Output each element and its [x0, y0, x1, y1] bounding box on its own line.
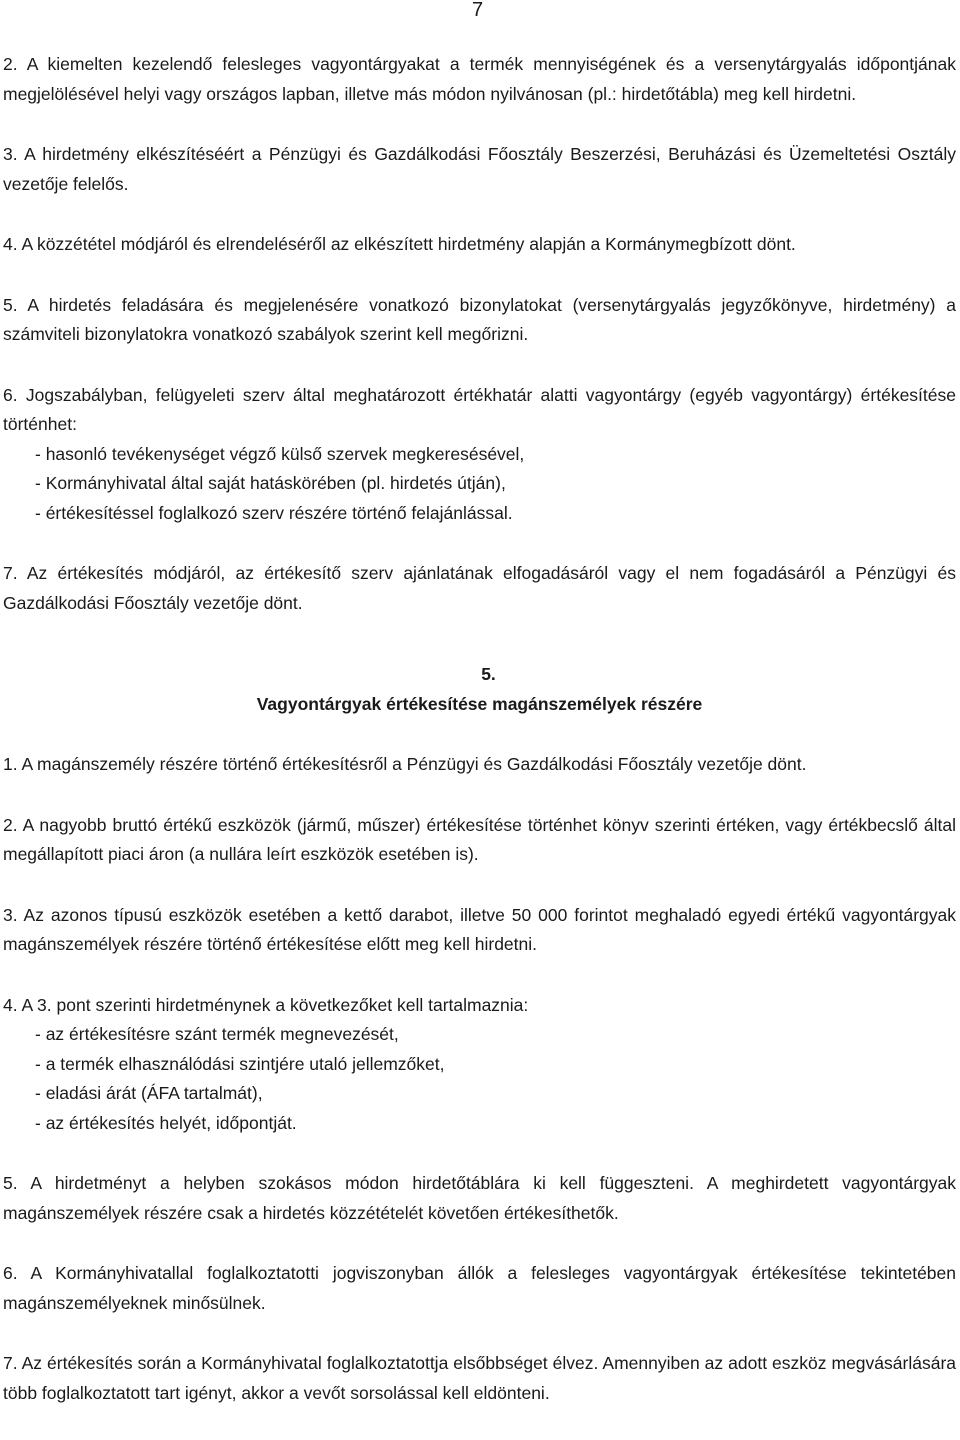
- list-item: - értékesítéssel foglalkozó szerv részére történő felajánlással.: [35, 502, 513, 523]
- section5-paragraph-5: 5. A hirdetményt a helyben szokásos módon hirdetőtáblára ki kell függeszteni. A meghirdetett vagyontárgyak magánszemélyek részére csak a hirdetés közzétételét követően értékesíthetők.: [3, 1173, 956, 1223]
- section-title: Vagyontárgyak értékesítése magánszemélyek részére: [256, 693, 703, 714]
- section-heading: [3, 660, 956, 719]
- section4-paragraph-5: 5. A hirdetés feladására és megjelenésére vonatkozó bizonylatokat (versenytárgyalás jegyzőkönyve, hirdetmény) a számviteli bizonylatokra vonatkozó szabályok szerint kell megőrizni.: [3, 294, 956, 344]
- section4-list-6: [3, 440, 956, 529]
- section5-paragraph-4: 4. A 3. pont szerinti hirdetménynek a következőket kell tartalmaznia:: [3, 994, 529, 1015]
- section5-paragraph-2: 2. A nagyobb bruttó értékű eszközök (jármű, műszer) értékesítése történhet könyv szerinti értéken, vagy értékbecslő által megállapított piaci áron (a nullára leírt eszközök esetében is).: [3, 814, 956, 864]
- page-number: 7: [472, 0, 484, 21]
- list-item: - Kormányhivatal által saját hatáskörében (pl. hirdetés útján),: [35, 473, 506, 493]
- section4-paragraph-7: 7. Az értékesítés módjáról, az értékesítő szerv ajánlatának elfogadásáról vagy el nem fogadásáról a Pénzügyi és Gazdálkodási Főosztály vezetője dönt.: [3, 563, 956, 613]
- document-body: [3, 50, 956, 1408]
- section5-paragraph-3: 3. Az azonos típusú eszközök esetében a kettő darabot, illetve 50 000 forintot meghaladó egyedi értékű vagyontárgyak magánszemélyek részére történő értékesítése előtt meg kell hirdetni.: [3, 904, 956, 954]
- list-item: - eladási árát (ÁFA tartalmát),: [35, 1083, 263, 1103]
- section5-paragraph-6: 6. A Kormányhivatallal foglalkoztatotti jogviszonyban állók a felesleges vagyontárgyak értékesítése tekintetében magánszemélyeknek minősülnek.: [3, 1263, 956, 1313]
- section5-list-4: [3, 1020, 956, 1138]
- section4-paragraph-3: 3. A hirdetmény elkészítéséért a Pénzügyi és Gazdálkodási Főosztály Beszerzési, Beruházási és Üzemeltetési Osztály vezetője felelős.: [3, 144, 956, 194]
- section4-paragraph-6: 6. Jogszabályban, felügyeleti szerv által meghatározott értékhatár alatti vagyontárgy (egyéb vagyontárgy) értékesítése történhet:: [3, 384, 956, 434]
- list-item: - a termék elhasználódási szintjére utaló jellemzőket,: [35, 1053, 445, 1074]
- section4-paragraph-4: 4. A közzététel módjáról és elrendeléséről az elkészített hirdetmény alapján a Kormánymegbízott dönt.: [3, 234, 796, 254]
- list-item: - hasonló tevékenységet végző külső szervek megkeresésével,: [35, 443, 525, 464]
- list-item: - az értékesítés helyét, időpontját.: [35, 1112, 297, 1133]
- section-number: 5.: [481, 664, 496, 684]
- section4-paragraph-2: 2. A kiemelten kezelendő felesleges vagyontárgyakat a termék mennyiségének és a versenytárgyalás időpontjának megjelölésével helyi vagy országos lapban, illetve más módon nyilvánosan (pl.: hirdetőtábla) meg kell hirdetni.: [3, 54, 956, 104]
- list-item: - az értékesítésre szánt termék megnevezését,: [35, 1024, 399, 1044]
- section5-paragraph-7: 7. Az értékesítés során a Kormányhivatal foglalkoztatottja elsőbbséget élvez. Amennyiben az adott eszköz megvásárlására több foglalkoztatott tart igényt, akkor a vevőt sorsolással kell eldönteni.: [3, 1353, 956, 1403]
- section5-paragraph-1: 1. A magánszemély részére történő értékesítésről a Pénzügyi és Gazdálkodási Főosztály vezetője dönt.: [3, 754, 807, 774]
